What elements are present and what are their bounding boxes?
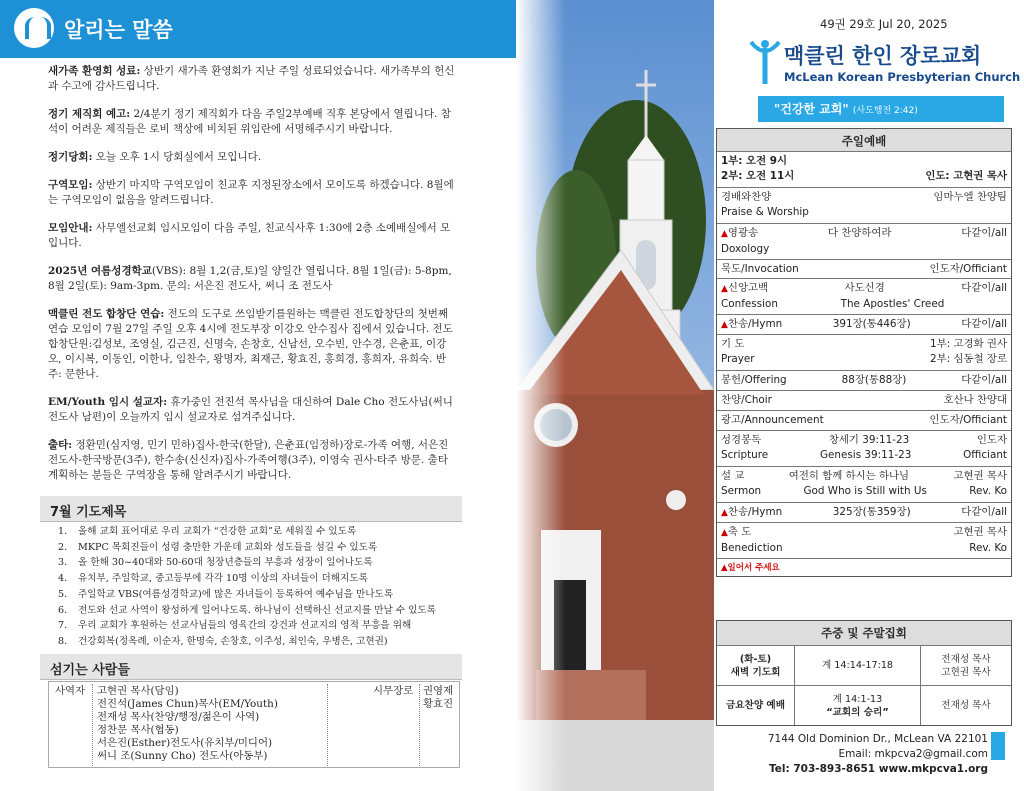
accent-bar: [991, 732, 1005, 760]
worship-leader: 임마누엘 찬양팀: [933, 191, 1007, 203]
worship-row: [717, 430, 1011, 466]
notice-label: 새가족 환영회 성료:: [48, 65, 141, 77]
midweek-line: 고현권 목사: [941, 666, 991, 678]
servants-role-elder: 시무장로: [373, 685, 414, 697]
midweek-cell-r: [921, 653, 1011, 679]
church-name-en: McLean Korean Presbyterian Church: [784, 70, 1021, 84]
worship-leader: 다같이/all: [961, 318, 1007, 330]
prayer-header: 7월 기도제목: [40, 496, 462, 522]
worship-leader: 고현권 목사: [953, 470, 1007, 482]
notice-text: 2/4분기 정기 제직회가 다음 주일2부예배 직후 본당에서 열립니다. 참석이 어려운 제직들은 로비 책상에 비치된 위임란에 서명해주시기 바랍니다.: [48, 108, 451, 135]
notice-label: 맥클린 전도 합창단 연습:: [48, 308, 165, 320]
prayer-number: 7.: [58, 620, 68, 632]
worship-row: [717, 187, 1011, 223]
prayer-item: [58, 587, 468, 603]
worship-row: [717, 278, 1011, 314]
worship-content-en: Genesis 39:11-23: [819, 448, 912, 461]
midweek-line: 금요찬양 예배: [726, 700, 785, 711]
prayer-item: [58, 524, 468, 540]
leader: 인도: 고현권 목사: [925, 169, 1007, 182]
worship-order-table: [716, 128, 1012, 577]
notice-text: (VBS): 8월 1,2(금,토)일 양일간 열립니다. 8월 1일(금): 5-8pm, 8월 2일(토): 9am-3pm. 문의: 서은진 전도사, 써니 조 전도사: [48, 265, 452, 292]
worship-content-en: The Apostles' Creed: [840, 297, 945, 310]
prayer-text: 올해 교회 표어대로 우리 교회가 “건강한 교회”로 세워질 수 있도록: [78, 526, 357, 537]
worship-content: 88장(통88장): [841, 374, 907, 386]
worship-leader: 인도자: [976, 434, 1007, 446]
notice-label: EM/Youth 임시 설교자:: [48, 396, 168, 408]
worship-row: [717, 390, 1011, 410]
prayer-item: [58, 634, 468, 650]
worship-leader-en: Officiant: [963, 448, 1007, 461]
worship-item: 축 도: [727, 526, 752, 538]
worship-row: [717, 522, 1011, 558]
prayer-number: 1.: [58, 526, 68, 537]
worship-row: [717, 334, 1011, 370]
worship-item: 찬송/Hymn: [727, 506, 783, 518]
notice-item: [48, 64, 458, 94]
stand-icon: ▲: [721, 508, 728, 518]
worship-item: 광고/Announcement: [721, 414, 824, 426]
midweek-line: 계 14:1-13: [832, 693, 883, 705]
midweek-line: “교회의 승리”: [826, 706, 889, 718]
servants-elder-2: 황효진: [423, 698, 454, 710]
servants-names: [97, 685, 327, 763]
servant-name: 전재성 목사(찬양/행정/젊은이 사역): [97, 711, 260, 723]
notices-list: [48, 64, 458, 496]
worship-content-en: God Who is Still with Us: [803, 484, 927, 497]
worship-item-en: Prayer: [721, 352, 755, 365]
worship-row: [717, 223, 1011, 259]
stand-icon: ▲: [721, 320, 728, 330]
midweek-line: 전재성 목사: [941, 700, 991, 711]
prayer-number: 5.: [58, 588, 68, 600]
worship-item-en: Praise & Worship: [721, 205, 809, 218]
worship-item-en: Scripture: [721, 448, 769, 461]
worship-row: [717, 314, 1011, 334]
worship-content: 여전히 함께 하시는 하나님: [788, 470, 910, 482]
worship-row: [717, 259, 1011, 278]
stand-note: ▲일어서 주세요: [717, 558, 1011, 576]
worship-item: 경배와찬양: [721, 191, 772, 203]
notice-item: [48, 221, 458, 251]
prayer-item: [58, 571, 468, 587]
servant-name: 써니 조(Sunny Cho) 전도사(아동부): [97, 750, 268, 762]
worship-leader: 다같이/all: [961, 506, 1007, 518]
divider: [419, 684, 420, 766]
prayer-number: 2.: [58, 541, 68, 553]
worship-item: 묵도/Invocation: [721, 263, 799, 275]
servants-header: 섬기는 사람들: [40, 654, 462, 680]
notice-text: 사무엘선교회 임시모임이 다음 주일, 친교식사후 1:30에 2층 소예배실에서 모입니다.: [48, 222, 451, 249]
worship-content: 391장(통446장): [832, 318, 911, 330]
notice-label: 정기당회:: [48, 151, 93, 163]
prayer-number: 3.: [58, 557, 68, 569]
email: Email: mkpcva2@gmail.com: [838, 748, 988, 760]
midweek-cell-r: [921, 699, 1011, 712]
address: 7144 Old Dominion Dr., McLean VA 22101: [767, 733, 988, 745]
announcements-title: 알리는 말씀: [64, 18, 173, 42]
notice-label: 구역모임:: [48, 179, 93, 191]
notice-text: 전도의 도구로 쓰임받기를원하는 맥클린 전도합창단의 첫번째 연습 모임이 7월 27일 주일 오후 4시에 전도부장 이강오 안수집사 집에서 있습니다. 전도합창단원:김성보, 조영실, 김근진, 신명숙, 손창호, 신남선, 오수빈, 안수경, 은춘표, 이강오, 이시복, 이동인, 이한나, 임찬수, 왕명자, 최재근, 황효진, 홍희경, 홍희자, 유희숙. 반주: 문한나.: [48, 308, 453, 380]
worship-item-en: Sermon: [721, 484, 762, 497]
worship-item-en: Confession: [721, 297, 778, 310]
midweek-cell-a: [717, 686, 795, 725]
issue-info: 49권 29호 Jul 20, 2025: [820, 17, 948, 31]
worship-leader: 다같이/all: [961, 227, 1007, 239]
worship-leader: 다같이/all: [961, 282, 1007, 294]
notice-label: 모임안내:: [48, 222, 93, 234]
notice-label: 2025년 여름성경학교: [48, 265, 152, 277]
worship-leader: 고현권 목사: [953, 526, 1007, 538]
midweek-cell-a: [717, 646, 795, 685]
midweek-table: [716, 620, 1012, 726]
notice-text: 상반기 새가족 환영회가 지난 주일 성료되었습니다. 새가족부의 헌신과 수고에 감사드립니다.: [48, 65, 455, 92]
midweek-line: 계 14:14-17:18: [821, 660, 894, 671]
worship-leader: 인도자/Officiant: [929, 263, 1007, 275]
midweek-line: 새벽 기도회: [730, 666, 781, 678]
stand-icon: ▲: [721, 284, 728, 294]
stand-icon: ▲: [721, 229, 728, 239]
divider: [92, 684, 93, 766]
worship-item: 기 도: [721, 338, 745, 350]
contact-info: [752, 732, 988, 777]
worship-leader-en: Rev. Ko: [969, 541, 1007, 554]
servants-role-minister: 사역자: [55, 685, 86, 697]
servants-elder-1: 권영제: [423, 685, 454, 697]
prayer-number: 8.: [58, 635, 68, 647]
midweek-cell-m: [795, 686, 921, 725]
notice-text: 정환민(심지영, 민기 민하)집사-한국(한달), 은춘표(임정하)장로-가족 여행, 서은진 전도사-한국방문(3주), 한수송(신신자)집사-가족여행(3주), 이영숙 권사-타주 방문. 출타 계획하는 분들은 구역장을 통해 알려주시기 바랍니다.: [48, 439, 449, 481]
midweek-title: 주중 및 주말집회: [717, 621, 1011, 645]
prayer-text: 주일학교 VBS(여름성경학교)에 많은 자녀들이 등록하여 예수님을 만나도록: [78, 588, 394, 600]
worship-row: [717, 410, 1011, 430]
prayer-text: MKPC 목회진들이 성령 충만한 가운데 교회와 성도들을 섬길 수 있도록: [78, 541, 378, 553]
worship-content: 사도신경: [844, 282, 885, 294]
servant-name: 정찬문 목사(협동): [97, 724, 179, 736]
prayer-number: 4.: [58, 573, 68, 585]
motto-banner: [758, 96, 1004, 122]
notice-item: [48, 438, 458, 483]
divider: [327, 684, 328, 766]
service-times: [717, 151, 1011, 187]
worship-leader: 호산나 찬양대: [943, 394, 1007, 406]
notice-label: 출타:: [48, 439, 73, 451]
notice-text: 휴가중인 전진석 목사님을 대신하여 Dale Cho 전도사님(써니 전도사 남편)이 오늘까지 임시 설교자로 섬겨주십니다.: [48, 396, 453, 423]
prayer-text: 건강회복(정옥례, 이순자, 한명숙, 손창호, 이주성, 최인숙, 우병은, 고현권): [78, 635, 388, 647]
worship-item: 찬양/Choir: [721, 394, 772, 406]
notice-item: [48, 178, 458, 208]
prayer-number: 6.: [58, 604, 68, 616]
church-name-ko: 맥클린 한인 장로교회: [784, 44, 982, 68]
church-logo-icon: [14, 8, 54, 48]
worship-item: 설 교: [721, 470, 745, 482]
midweek-row: [717, 645, 1011, 685]
worship-leader: 다같이/all: [961, 374, 1007, 386]
notice-item: [48, 107, 458, 137]
worship-leader-en: 2부: 심동철 장로: [930, 352, 1007, 365]
notice-item: [48, 150, 458, 165]
church-logo-icon: [748, 38, 782, 88]
prayer-text: 유치부, 주일학교, 중고등부에 각각 10명 이상의 자녀들이 더해지도록: [78, 573, 368, 585]
worship-leader-en: Rev. Ko: [969, 484, 1007, 497]
servant-name: 전진석(James Chun)목사(EM/Youth): [97, 698, 278, 710]
notice-item: [48, 307, 458, 382]
prayer-list: [58, 524, 468, 650]
worship-row: [717, 466, 1011, 502]
worship-item: 영광송: [727, 227, 759, 239]
midweek-line: 전재성 목사: [941, 653, 991, 665]
worship-leader: 인도자/Officiant: [929, 414, 1007, 426]
worship-row: [717, 370, 1011, 390]
stand-icon: ▲: [721, 528, 728, 538]
prayer-text: 우리 교회가 후원하는 선교사님들의 영육간의 강건과 선교지의 영적 부흥을 위해: [78, 620, 412, 632]
midweek-line: (화-토): [739, 653, 772, 665]
worship-row: [717, 502, 1011, 522]
prayer-item: [58, 618, 468, 634]
prayer-text: 전도와 선교 사역이 왕성하게 일어나도록. 하나님이 선택하신 선교지를 만날 수 있도록: [78, 604, 436, 616]
servant-name: 고현권 목사(담임): [97, 685, 179, 697]
notice-label: 정기 제직회 예고:: [48, 108, 131, 120]
worship-content: 325장(통359장): [832, 506, 911, 518]
servants-table: [48, 681, 460, 768]
phone-web: Tel: 703-893-8651 www.mkpcva1.org: [769, 763, 988, 775]
notice-item: [48, 264, 458, 294]
worship-item: 성경봉독: [721, 434, 762, 446]
worship-content: 다 찬양하여라: [827, 227, 892, 239]
prayer-item: [58, 555, 468, 571]
motto-ref: (사도행전 2:42): [852, 106, 918, 116]
prayer-item: [58, 603, 468, 619]
notice-item: [48, 395, 458, 425]
service-1: 1부: 오전 9시: [721, 155, 787, 167]
worship-item: 봉헌/Offering: [721, 374, 787, 386]
midweek-row: [717, 685, 1011, 725]
midweek-cell-m: [795, 646, 921, 685]
worship-item-en: Benediction: [721, 541, 783, 554]
motto-text: "건강한 교회": [774, 102, 849, 116]
prayer-item: [58, 540, 468, 556]
worship-item: 찬송/Hymn: [727, 318, 783, 330]
prayer-text: 올 한해 30~40대와 50-60대 청장년층들의 부흥과 성장이 일어나도록: [78, 557, 373, 569]
notice-text: 오늘 오후 1시 당회실에서 모입니다.: [92, 151, 262, 163]
worship-item: 신앙고백: [727, 282, 769, 294]
worship-item-en: Doxology: [721, 242, 770, 255]
worship-title: 주일예배: [717, 129, 1011, 151]
notice-text: 상반기 마지막 구역모임이 친교후 지정된장소에서 모이도록 하겠습니다. 8월에는 구역모임이 없음을 알려드립니다.: [48, 179, 454, 206]
announcements-header: [0, 0, 516, 58]
service-2: 2부: 오전 11시: [721, 169, 795, 182]
church-building-photo: [516, 0, 714, 791]
worship-content: 창세기 39:11-23: [828, 434, 910, 446]
servant-name: 서은진(Esther)전도사(유치부/미디어): [97, 737, 273, 749]
worship-leader: 1부: 고경화 권사: [930, 338, 1007, 350]
